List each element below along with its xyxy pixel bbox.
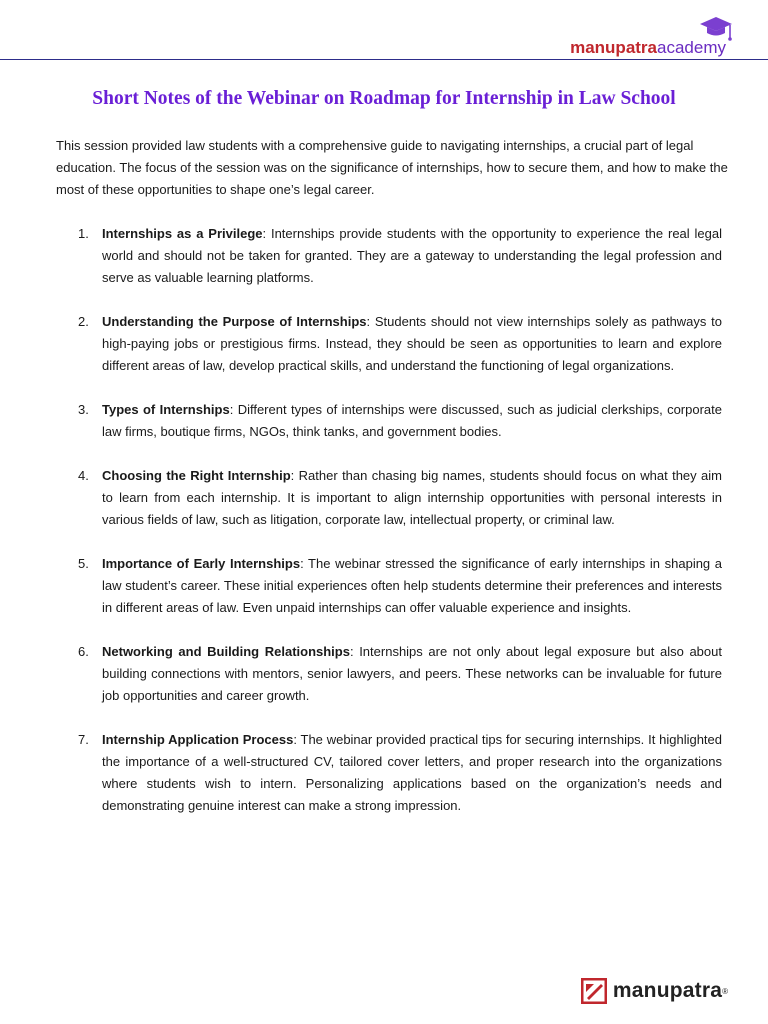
header-logo (570, 14, 726, 58)
brand-name-light: academy (657, 38, 726, 57)
header-divider (0, 59, 768, 60)
list-item-heading: Understanding the Purpose of Internships (102, 314, 367, 329)
list-item-text: : Students should not view internships solely as pathways to high-paying jobs or prestigious firms. Instead, they should be seen as opportunities to learn and explore different areas of law, develop practical skills, and understand the functioning of legal organizations. (102, 314, 722, 373)
footer-logo (581, 978, 728, 1004)
list-item-number: 7. (78, 732, 89, 747)
page-title: Short Notes of the Webinar on Roadmap for Internship in Law School (92, 88, 676, 109)
list-item (56, 223, 722, 289)
list-item-heading: Choosing the Right Internship (102, 468, 291, 483)
list-item-heading: Types of Internships (102, 402, 230, 417)
list-item-number: 2. (78, 314, 89, 329)
list-item-text: : The webinar provided practical tips for securing internships. It highlighted the importance of a well-structured CV, tailored cover letters, and proper research into the organizations where students wish to intern. Personalizing applications based on the organization’s needs and demonstrating genuine interest can make a strong impression. (102, 732, 722, 813)
list-item-number: 4. (78, 468, 89, 483)
manupatra-emblem-icon (581, 978, 607, 1004)
brand-name-bold: manupatra (570, 38, 658, 57)
list-item (56, 553, 722, 619)
list-item-heading: Networking and Building Relationships (102, 644, 350, 659)
list-item (56, 465, 722, 531)
list-item-text: : Different types of internships were discussed, such as judicial clerkships, corporate law firms, boutique firms, NGOs, think tanks, and government bodies. (102, 402, 722, 439)
list-item (56, 729, 722, 817)
list-item-text: : The webinar stressed the significance of early internships in shaping a law student’s career. These initial experiences often help students determine their preferences and interests in different areas of law. Even unpaid internships can offer valuable experience and insights. (102, 556, 723, 615)
list-item-heading: Internship Application Process (102, 732, 294, 747)
list-item (56, 641, 722, 707)
list-item-number: 1. (78, 226, 89, 241)
footer-brand-name: manupatra (612, 979, 723, 1002)
key-points-list (56, 223, 722, 839)
list-item-number: 3. (78, 402, 89, 417)
list-item-text: : Internships provide students with the opportunity to experience the real legal world and should not be taken for granted. They are a gateway to understanding the legal profession and serve as valuable learning platforms. (102, 226, 722, 285)
list-item (56, 311, 722, 377)
intro-paragraph: This session provided law students with a comprehensive guide to navigating internships, a crucial part of legal education. The focus of the session was on the significance of internships, how to secure them, and how to make the most of these opportunities to shape one’s legal career. (56, 138, 728, 197)
list-item-text: : Rather than chasing big names, students should focus on what they aim to learn from each internship. It is important to align internship opportunities with personal interests in various fields of law, such as litigation, corporate law, intellectual property, or criminal law. (102, 468, 722, 527)
list-item (56, 399, 722, 443)
list-item-number: 5. (78, 556, 89, 571)
graduation-cap-icon (698, 14, 734, 48)
list-item-number: 6. (78, 644, 89, 659)
list-item-heading: Importance of Early Internships (102, 556, 301, 571)
list-item-text: : Internships are not only about legal exposure but also about building connections with mentors, senior lawyers, and peers. These networks can be invaluable for future job opportunities and career growth. (102, 644, 722, 703)
list-item-heading: Internships as a Privilege (102, 226, 263, 241)
registered-mark: ® (722, 986, 728, 996)
